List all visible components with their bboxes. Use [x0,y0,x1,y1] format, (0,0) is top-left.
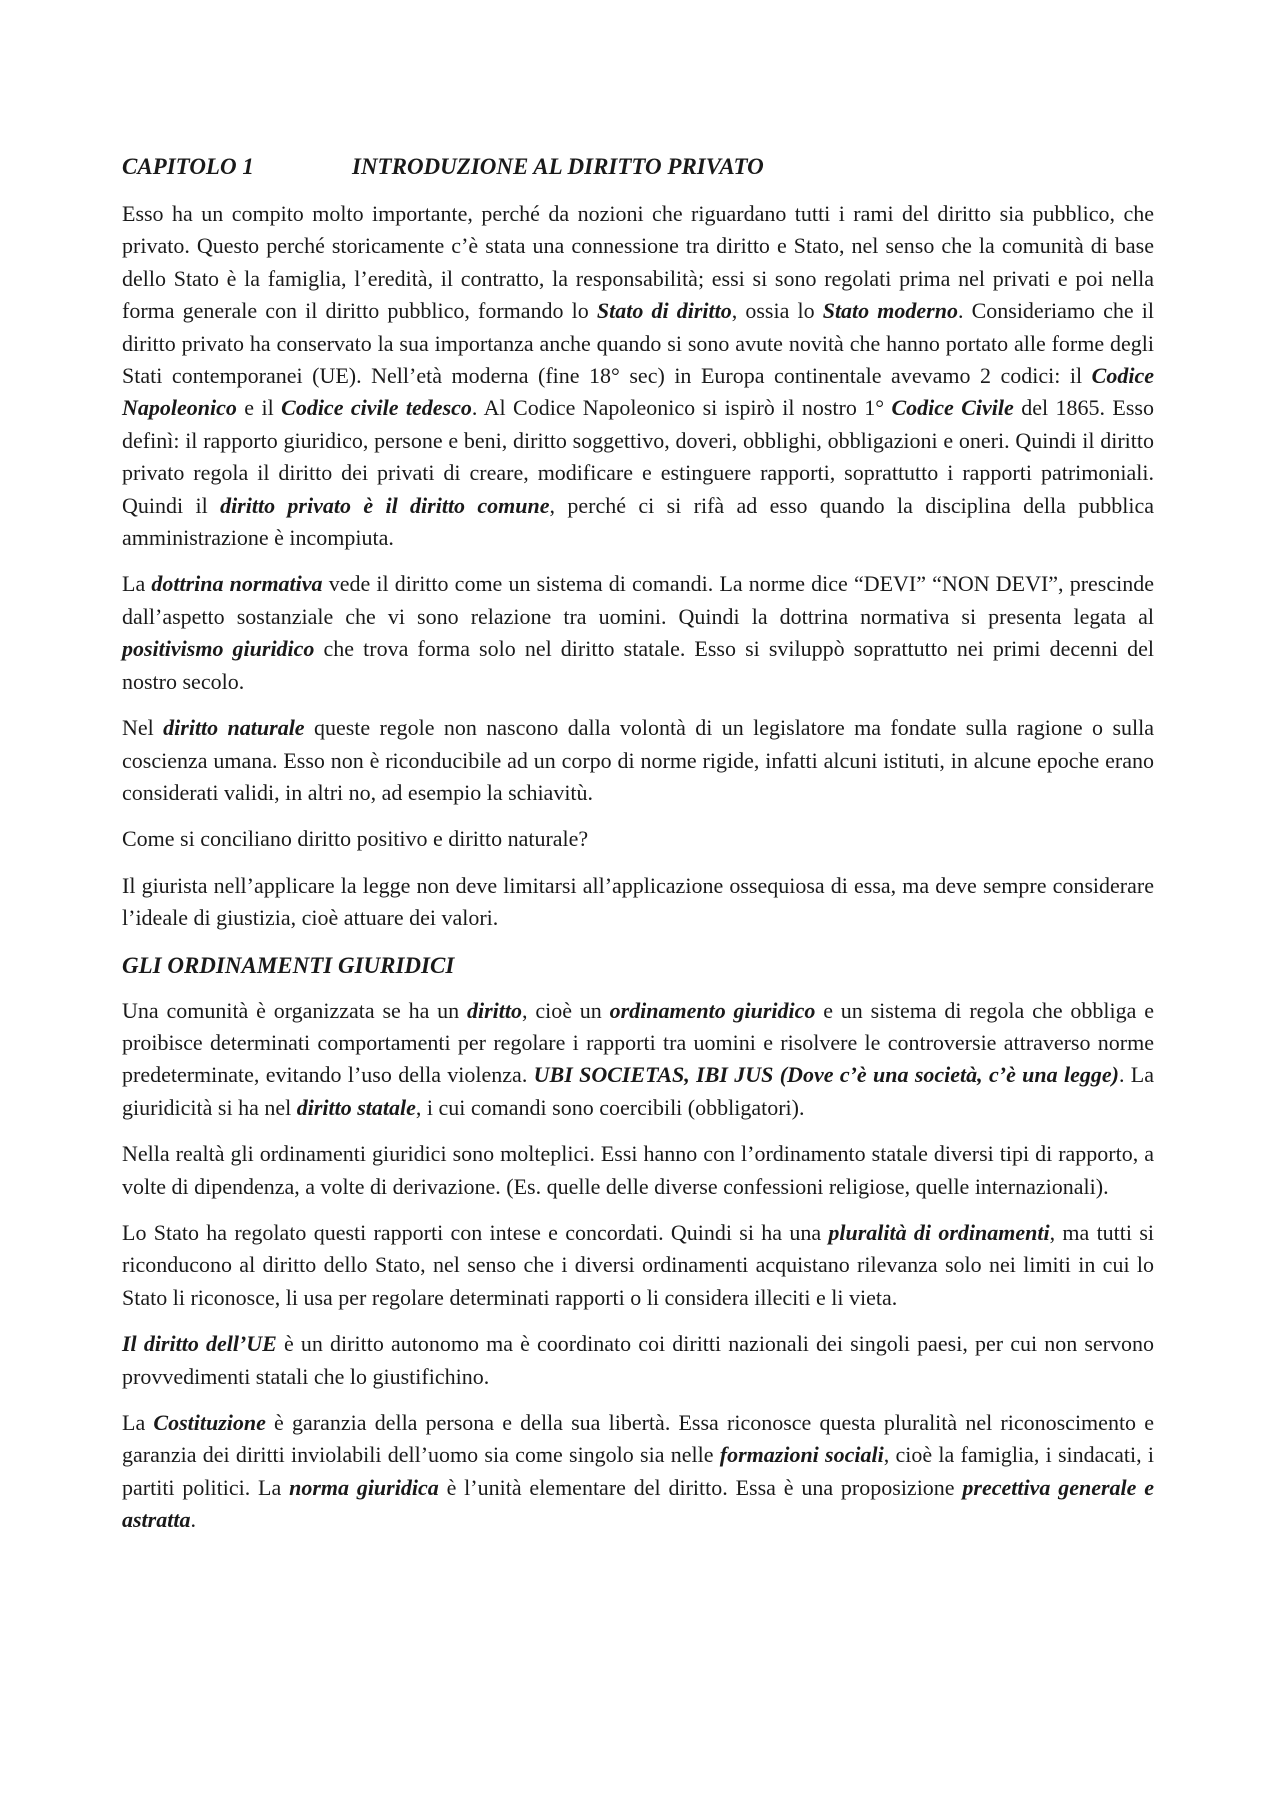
paragraph-ue: Il diritto dell’UE è un diritto autonomo ma è coordinato coi diritti nazionali dei singoli paesi, per cui non servono provvedimenti statali che lo giustifichino. [122,1331,1155,1389]
term-codice-napoleonico: Codice Napoleonico [122,363,1154,421]
term-diritto-naturale: diritto naturale [163,715,305,741]
paragraph-intro: Esso ha un compito molto importante, perché da nozioni che riguardano tutti i rami del diritto sia pubblico, che privato. Questo perché storicamente c’è stata una connessione tra diritto e Stato, nel senso che la comunità di base dello Stato è la famiglia, l’eredità, il contratto, la responsabilità; essi si sono regolati prima nel privati e poi nella forma generale con il diritto pubblico, formando lo Stato di diritto, ossia lo Stato moderno. Consideriamo che il diritto privato ha conservato la sua importanza anche quando si sono avute novità che hanno portato alle forme degli Stati contemporanei (UE). Nell’età moderna (fine 18° sec) in Europa continentale avevamo 2 codici: il Codice Napoleonico e il Codice civile tedesco. Al Codice Napoleonico si ispirò il nostro 1° Codice Civile del 1865. Esso definì: il rapporto giuridico, persone e beni, diritto soggettivo, doveri, obblighi, obbligazioni e oneri. Quindi il diritto privato regola il diritto dei privati di creare, modificare e estinguere rapporti, soprattutto i rapporti patrimoniali. Quindi il diritto privato è il diritto comune, perché ci si rifà ad esso quando la disciplina della pubblica amministrazione è incompiuta. [122,201,1155,551]
term-pluralita-ordinamenti: pluralità di ordinamenti [828,1219,1050,1245]
paragraph-pluralita: Lo Stato ha regolato questi rapporti con intese e concordati. Quindi si ha una pluralità di ordinamenti, ma tutti si riconducono al diritto dello Stato, nel senso che i diversi ordinamenti acquistano rilevanza solo nei limiti in cui lo Stato li riconosce, li usa per regolare determinati rapporti o li considera illeciti e li vieta. [122,1219,1154,1310]
term-costituzione: Costituzione [153,1410,266,1435]
term-diritto-statale: diritto statale [296,1094,416,1120]
term-precettiva: precettiva generale e astratta [122,1474,1154,1533]
term-ordinamento-giuridico: ordinamento giuridico [609,997,816,1023]
document-page [122,150,1154,1551]
term-diritto-ue: Il diritto dell’UE [122,1331,277,1357]
paragraph-ordinamenti: Nella realtà gli ordinamenti giuridici sono molteplici. Essi hanno con l’ordinamento statale diversi tipi di rapporto, a volte di dipendenza, a volte di derivazione. (Es. quelle delle diverse confessioni religiose, quelle internazionali). [122,1141,1154,1199]
term-codice-civile-tedesco: Codice civile tedesco [281,395,472,421]
paragraph-diritto-naturale: Nel diritto naturale queste regole non nascono dalla volontà di un legislatore ma fondate sulla ragione o sulla coscienza umana. Esso non è riconducibile ad un corpo di norme rigide, infatti alcuni istituti, in alcune epoche erano considerati validi, in altri no, ad esempio la schiavitù. [122,715,1154,805]
paragraph-dottrina-normativa: La dottrina normativa vede il diritto come un sistema di comandi. La norme dice “DEVI” “NON DEVI”, prescinde dall’aspetto sostanziale che vi sono relazione tra uomini. Quindi la dottrina normativa si presenta legata al positivismo giuridico che trova forma solo nel diritto statale. Esso si sviluppò soprattutto nei primi decenni del nostro secolo. [122,571,1154,694]
paragraph-giurista: Il giurista nell’applicare la legge non deve limitarsi all’applicazione ossequiosa di essa, ma deve sempre considerare l’ideale di giustizia, cioè attuare dei valori. [122,872,1154,931]
term-positivismo-giuridico: positivismo giuridico [122,636,315,662]
term-norma-giuridica: norma giuridica [289,1474,439,1500]
term-diritto-comune: diritto privato è il diritto comune [220,492,550,518]
term-dottrina-normativa: dottrina normativa [151,571,323,597]
term-stato-moderno: Stato moderno [822,298,958,324]
chapter-number: CAPITOLO 1 [122,154,254,179]
paragraph-costituzione: La Costituzione è garanzia della persona e della sua libertà. Essa riconosce questa pluralità nel riconoscimento e garanzia dei diritti inviolabili dell’uomo sia come singolo sia nelle formazioni sociali, cioè la famiglia, i sindacati, i partiti politici. La norma giuridica è l’unità elementare del diritto. Essa è una proposizione precettiva generale e astratta. [122,1410,1155,1533]
term-stato-di-diritto: Stato di diritto [596,298,732,324]
term-codice-civile: Codice Civile [891,395,1014,421]
paragraph-question: Come si conciliano diritto positivo e diritto naturale? [122,826,589,852]
term-ubi-societas: UBI SOCIETAS, IBI JUS (Dove c’è una società, c’è una legge) [533,1062,1119,1088]
section-heading: GLI ORDINAMENTI GIURIDICI [122,952,455,978]
term-diritto: diritto [467,997,523,1023]
term-formazioni-sociali: formazioni sociali [719,1442,884,1468]
chapter-name: INTRODUZIONE AL DIRITTO PRIVATO [352,154,764,179]
chapter-title [122,150,1154,184]
paragraph-comunita: Una comunità è organizzata se ha un diritto, cioè un ordinamento giuridico e un sistema di regola che obbliga e proibisce determinati comportamenti per regolare i rapporti tra uomini e risolvere le controversie attraverso norme predeterminate, evitando l’uso della violenza. UBI SOCIETAS, IBI JUS (Dove c’è una società, c’è una legge). La giuridicità si ha nel diritto statale, i cui comandi sono coercibili (obbligatori). [122,997,1154,1120]
